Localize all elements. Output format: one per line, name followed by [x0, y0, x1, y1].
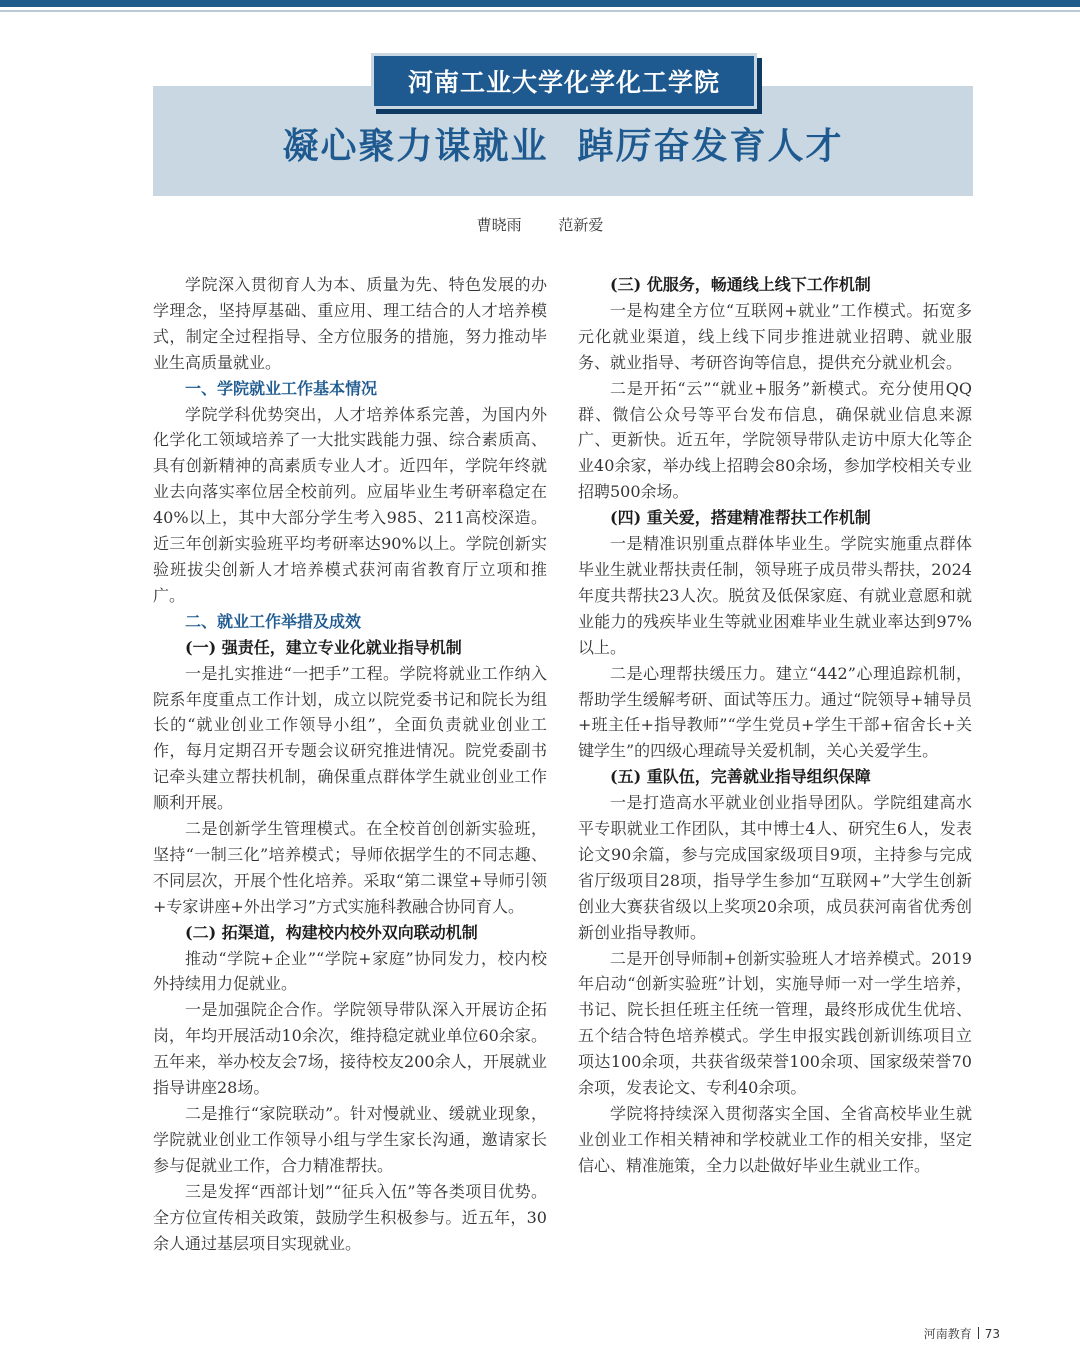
article-headline: 凝心聚力谋就业 踔厉奋发育人才	[282, 126, 844, 167]
footer-separator	[978, 1327, 979, 1339]
body-paragraph: 学院深入贯彻育人为本、质量为先、特色发展的办学理念，坚持厚基础、重应用、理工结合的人才培养模式，制定全过程指导、全方位服务的措施，努力推动毕业生高质量就业。	[153, 275, 547, 372]
subsection-heading: (三) 优服务，畅通线上线下工作机制	[610, 275, 871, 294]
body-paragraph: 学院将持续深入贯彻落实全国、全省高校毕业生就业创业工作相关精神和学校就业工作的相关安排，坚定信心、精准施策，全力以赴做好毕业生就业工作。	[578, 1104, 972, 1175]
page-number: 73	[984, 1327, 1000, 1341]
body-paragraph: 二是开创导师制+创新实验班人才培养模式。2019年启动“创新实验班”计划，实施导师一对一学生培养，书记、院长担任班主任统一管理，最终形成优生优培、五个结合特色培养模式。学生申报实践创新训练项目立项达100余项，共获省级荣誉100余项、国家级荣誉70余项，发表论文、专利40余项。	[578, 948, 972, 1098]
body-paragraph: 三是发挥“西部计划”“征兵入伍”等各类项目优势。全方位宣传相关政策，鼓励学生积极参与。近五年，30余人通过基层项目实现就业。	[153, 1181, 547, 1253]
top-accent-bar	[0, 0, 1080, 7]
section-heading: 二、就业工作举措及成效	[185, 611, 362, 631]
journal-name: 河南教育	[923, 1327, 972, 1341]
subsection-heading: (五) 重队伍，完善就业指导组织保障	[610, 767, 871, 787]
section-heading: 一、学院就业工作基本情况	[185, 378, 378, 398]
subsection-heading: (一) 强责任，建立专业化就业指导机制	[185, 637, 462, 657]
body-paragraph: 一是构建全方位“互联网+就业”工作模式。拓宽多元化就业渠道，线上线下同步推进就业招聘、就业服务、就业指导、考研咨询等信息，提供充分就业机会。	[578, 300, 972, 372]
organization-name: 河南工业大学化学化工学院	[407, 68, 720, 97]
body-paragraph: 一是加强院企合作。学院领导带队深入开展访企拓岗，年均开展活动10余次，维持稳定就业单位60余家。五年来，举办校友会7场，接待校友200余人，开展就业指导讲座28场。	[153, 1000, 547, 1098]
author-name: 范新爱	[558, 216, 604, 234]
organization-tab	[371, 53, 757, 109]
body-paragraph: 二是推行“家院联动”。针对慢就业、缓就业现象，学院就业创业工作领导小组与学生家长沟通，邀请家长参与促就业工作，合力精准帮扶。	[153, 1104, 547, 1175]
body-paragraph: 一是扎实推进“一把手”工程。学院将就业工作纳入院系年度重点工作计划，成立以院党委书记和院长为组长的“就业创业工作领导小组”，全面负责就业创业工作，每月定期召开专题会议研究推进情况。院党委副书记牵头建立帮扶机制，确保重点群体学生就业创业工作顺利开展。	[153, 663, 547, 813]
body-paragraph: 学院学科优势突出，人才培养体系完善，为国内外化学化工领域培养了一大批实践能力强、综合素质高、具有创新精神的高素质专业人才。近四年，学院年终就业去向落实率位居全校前列。应届毕业生考研率稳定在40%以上，其中大部分学生考入985、211高校深造。近三年创新实验班平均考研率达90%以上。学院创新实验班拔尖创新人才培养模式获河南省教育厅立项和推广。	[153, 404, 547, 605]
body-paragraph: 一是打造高水平就业创业指导团队。学院组建高水平专职就业工作团队，其中博士4人、研究生6人，发表论文90余篇，参与完成国家级项目9项，主持参与完成省厅级项目28项，指导学生参加“互联网+”大学生创新创业大赛获省级以上奖项20余项，成员获河南省优秀创新创业指导教师。	[578, 793, 972, 942]
body-paragraph: 二是开拓“云”“就业+服务”新模式。充分使用QQ群、微信公众号等平台发布信息，确保就业信息来源广、更新快。近五年，学院领导带队走访中原大化等企业40余家，举办线上招聘会80余场，参加学校相关专业招聘500余场。	[578, 378, 972, 502]
right-text-column	[578, 272, 972, 1179]
body-paragraph: 一是精准识别重点群体毕业生。学院实施重点群体毕业生就业帮扶责任制，领导班子成员带头帮扶，2024年度共帮扶23人次。脱贫及低保家庭、有就业意愿和就业能力的残疾毕业生等就业困难毕业生就业率达到97%以上。	[578, 534, 972, 657]
left-text-column	[153, 272, 547, 1256]
page-footer	[924, 1325, 1000, 1342]
body-paragraph: 二是创新学生管理模式。在全校首创创新实验班，坚持“一制三化”培养模式；导师依据学生的不同志趣、不同层次，开展个性化培养。采取“第二课堂+导师引领+专家讲座+外出学习”方式实施科教融合协同育人。	[153, 819, 547, 916]
body-paragraph: 二是心理帮扶缓压力。建立“442”心理追踪机制，帮助学生缓解考研、面试等压力。通过“院领导+辅导员+班主任+指导教师”“学生党员+学生干部+宿舍长+关键学生”的四级心理疏导关爱机制，关心关爱学生。	[578, 663, 972, 761]
subsection-heading: (四) 重关爱，搭建精准帮扶工作机制	[610, 508, 871, 528]
author-name: 曹晓雨	[476, 216, 522, 234]
body-paragraph: 推动“学院+企业”“学院+家庭”协同发力，校内校外持续用力促就业。	[153, 948, 547, 994]
subsection-heading: (二) 拓渠道，构建校内校外双向联动机制	[185, 922, 478, 942]
top-divider-line	[0, 10, 1080, 12]
author-line	[0, 214, 1080, 235]
